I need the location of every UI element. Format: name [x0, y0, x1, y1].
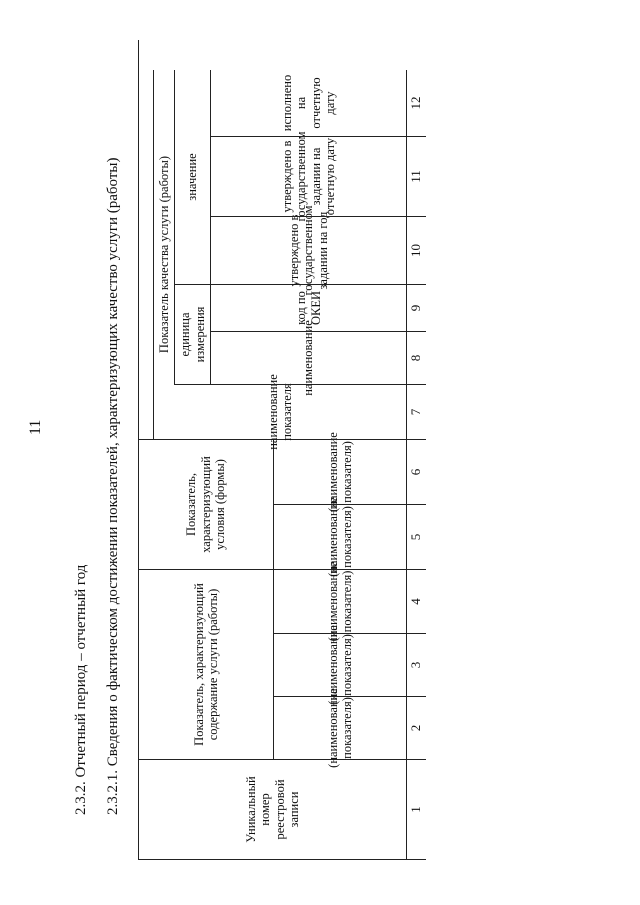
- header-indicator-name: наименование показателя: [153, 385, 406, 440]
- header-approved-date: утверждено в государственном задании на отчетную дату: [210, 137, 406, 217]
- header-unit-name: наименование: [210, 332, 406, 385]
- col-number-11: 11: [406, 137, 426, 217]
- header-quality-group: Показатель качества услуги (работы): [153, 70, 174, 440]
- col-number-1: 1: [406, 760, 426, 860]
- col-number-5: 5: [406, 505, 426, 570]
- header-unit-group: единица измерения: [174, 285, 210, 385]
- col-number-2: 2: [406, 697, 426, 760]
- subsection-title: 2.3.2.1. Сведения о фактическом достижении показателей, характеризующих качество услуги (работы): [105, 157, 121, 815]
- col-number-8: 8: [406, 332, 426, 385]
- header-content-group: Показатель, характеризующий содержание услуги (работы): [138, 570, 273, 760]
- header-registry-number: Уникальный номер реестровой записи: [138, 760, 406, 860]
- col-number-6: 6: [406, 440, 426, 505]
- header-unit-code: код по ОКЕИ: [210, 285, 406, 332]
- blank-strip-inner: [138, 40, 153, 440]
- col-number-9: 9: [406, 285, 426, 332]
- col-number-7: 7: [406, 385, 426, 440]
- section-title: 2.3.2. Отчетный период – отчетный год: [73, 564, 89, 815]
- header-content-sub-2: (наименование показателя): [273, 634, 406, 697]
- page-number: 11: [27, 419, 44, 435]
- header-content-sub-1: (наименование показателя): [273, 697, 406, 760]
- col-number-4: 4: [406, 570, 426, 634]
- header-conditions-sub-1: (наименование показателя): [273, 505, 406, 570]
- header-content-sub-3: (наименование показателя): [273, 570, 406, 634]
- header-executed-date: исполнено на отчетную дату: [210, 70, 406, 137]
- header-conditions-group: Показатель, характеризующий условия (формы): [138, 440, 273, 570]
- col-number-10: 10: [406, 217, 426, 285]
- col-number-12: 12: [406, 70, 426, 137]
- col-number-3: 3: [406, 634, 426, 697]
- header-conditions-sub-2: (наименование показателя): [273, 440, 406, 505]
- header-approved-year: утверждено в государственном задании на год: [210, 217, 406, 285]
- header-value-group: значение: [174, 70, 210, 285]
- quality-indicators-table: [138, 40, 476, 860]
